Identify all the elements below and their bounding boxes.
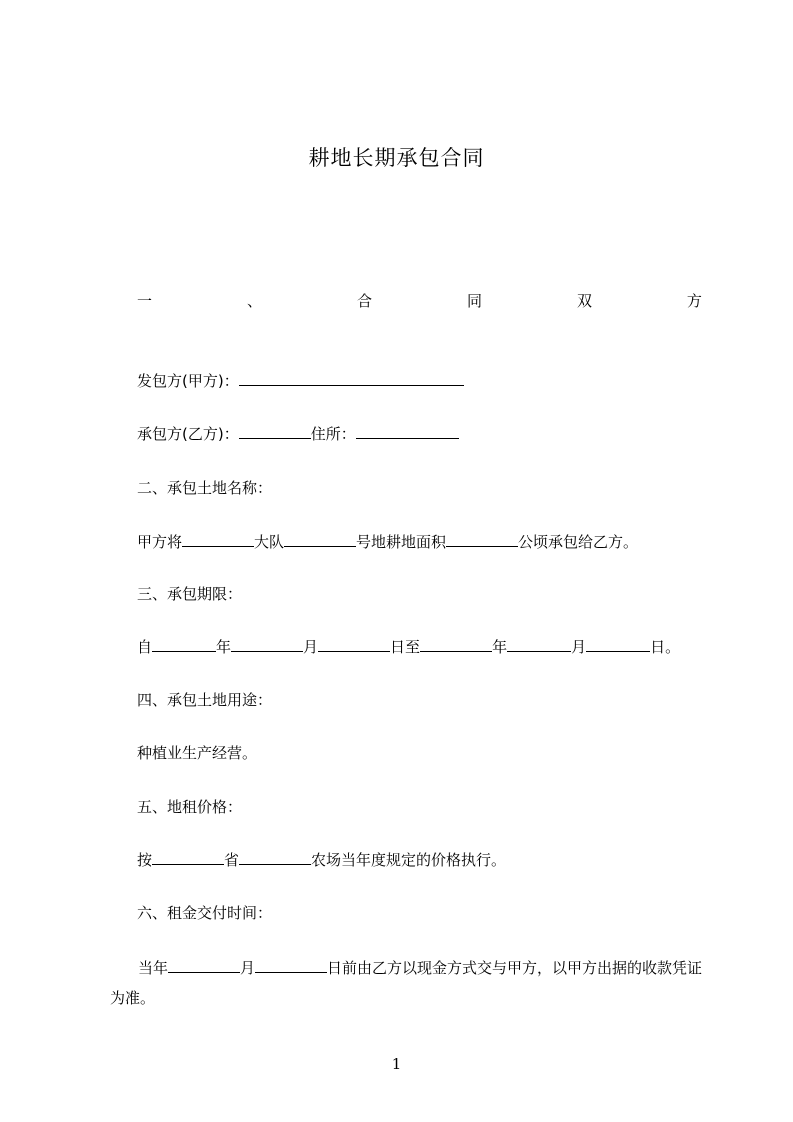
party-b-line: [137, 423, 459, 445]
section1-char: 双: [576, 292, 592, 310]
term-text: 年: [216, 638, 232, 656]
contract-title: 耕地长期承包合同: [308, 146, 485, 170]
section1-heading: [137, 290, 702, 311]
term-text: 月: [303, 638, 319, 656]
area-blank[interactable]: [446, 531, 518, 547]
party-b-blank[interactable]: [239, 423, 311, 439]
start-year-blank[interactable]: [152, 636, 216, 652]
term-text: 自: [137, 638, 153, 656]
land-text: 公顷承包给乙方。: [518, 533, 639, 551]
term-text: 日。: [650, 638, 681, 656]
section5-heading: 五、地租价格：: [137, 798, 243, 816]
end-month-blank[interactable]: [507, 636, 571, 652]
price-text: 按: [137, 851, 153, 869]
page-number: 1: [391, 1055, 402, 1073]
party-a-blank[interactable]: [239, 370, 464, 386]
payment-text: 日前由乙方以现金方式交与甲方，以甲方出据的收款凭证为准。: [110, 959, 703, 1007]
price-text: 农场当年度规定的价格执行。: [311, 851, 507, 869]
section2-heading: 二、承包土地名称：: [137, 479, 273, 497]
price-line: [137, 849, 506, 871]
start-day-blank[interactable]: [318, 636, 390, 652]
end-day-blank[interactable]: [586, 636, 650, 652]
start-month-blank[interactable]: [231, 636, 303, 652]
land-text: 号地耕地面积: [356, 533, 447, 551]
term-text: 月: [571, 638, 587, 656]
end-year-blank[interactable]: [420, 636, 492, 652]
term-text: 年: [492, 638, 508, 656]
section3-heading: 三、承包期限：: [137, 585, 243, 603]
payment-text: 月: [240, 959, 256, 977]
usage-text: 种植业生产经营。: [137, 744, 258, 762]
address-blank[interactable]: [356, 423, 459, 439]
land-text: 甲方将: [137, 533, 183, 551]
price-text: 省: [224, 851, 240, 869]
payment-text: 当年: [138, 959, 169, 977]
section6-heading: 六、租金交付时间：: [137, 904, 273, 922]
section4-heading: 四、承包土地用途：: [137, 691, 273, 709]
address-label: 住所：: [310, 425, 356, 443]
plot-number-blank[interactable]: [284, 531, 356, 547]
party-b-label: 承包方(乙方)：: [137, 425, 239, 443]
payment-month-blank[interactable]: [168, 957, 240, 973]
payment-paragraph: [110, 953, 705, 1013]
land-line: [137, 531, 638, 553]
province-blank[interactable]: [152, 849, 224, 865]
party-a-label: 发包方(甲方)：: [137, 372, 239, 390]
land-text: 大队: [254, 533, 285, 551]
section1-char: 、: [246, 292, 262, 310]
farm-blank[interactable]: [239, 849, 311, 865]
brigade-blank[interactable]: [182, 531, 254, 547]
payment-day-blank[interactable]: [255, 957, 327, 973]
term-text: 日至: [390, 638, 421, 656]
party-a-line: [137, 370, 464, 392]
section1-char: 一: [137, 292, 153, 310]
section1-char: 合: [356, 292, 372, 310]
section1-char: 方: [686, 292, 702, 310]
section1-char: 同: [466, 292, 482, 310]
term-line: [137, 636, 680, 658]
